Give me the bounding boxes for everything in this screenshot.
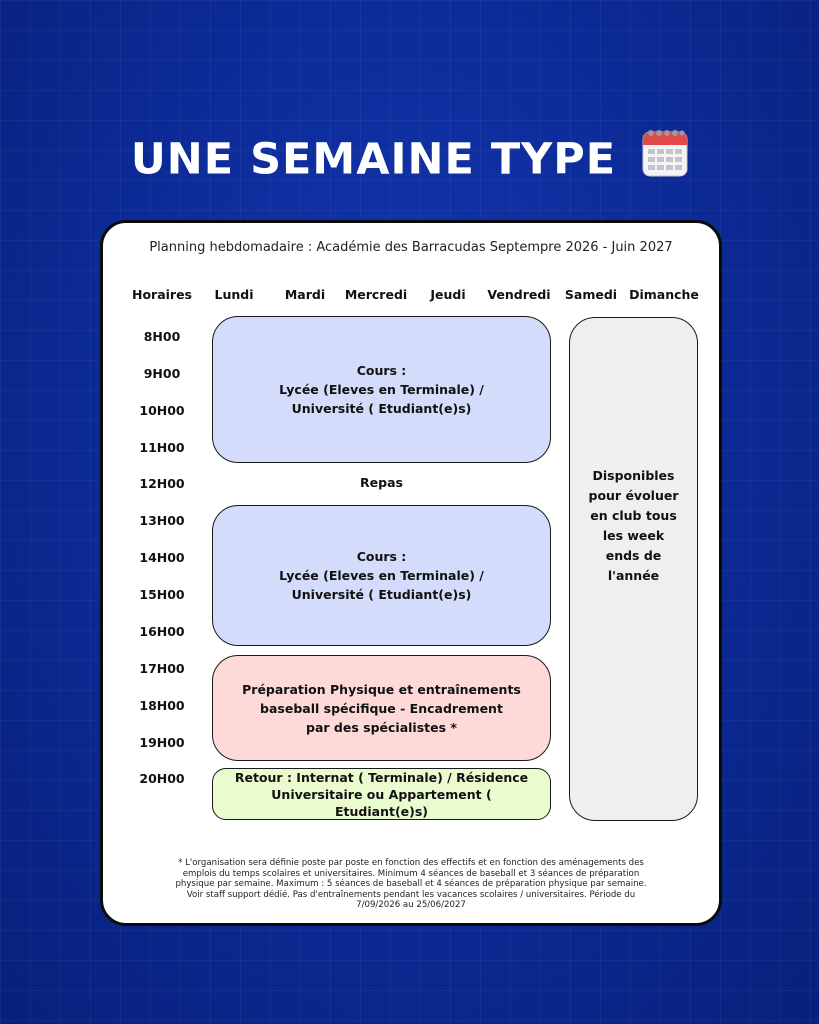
block-line: baseball spécifique - Encadrement	[260, 700, 503, 716]
calendar-icon	[642, 127, 688, 191]
schedule-subtitle: Planning hebdomadaire : Académie des Barracudas Septempre 2026 - Juin 2027	[149, 240, 673, 255]
column-samedi: Samedi	[564, 287, 618, 302]
footnote-line: emplois du temps scolaires et universitaires. Minimum 4 séances de baseball et 3 séances de préparation	[182, 868, 640, 879]
block-line: Préparation Physique et entraînements	[242, 681, 521, 697]
block-line: Universitaire ou Appartement ( Etudiant(e)s)	[271, 786, 492, 819]
column-jeudi: Jeudi	[430, 287, 466, 302]
hour-label: 19H00	[139, 735, 185, 750]
block-line: par des spécialistes *	[306, 719, 457, 735]
hour-label: 12H00	[139, 476, 185, 491]
block-line: pour évoluer	[588, 488, 679, 503]
lunch-label: Repas	[360, 475, 403, 490]
block-line: Lycée (Eleves en Terminale) /	[279, 568, 484, 583]
column-mercredi: Mercredi	[344, 287, 408, 302]
block-line: Université ( Etudiant(e)s)	[291, 401, 472, 416]
hour-label: 10H00	[139, 403, 185, 418]
block-line: Disponibles	[592, 468, 675, 483]
column-horaires: Horaires	[131, 287, 193, 302]
block-line: Lycée (Eleves en Terminale) /	[279, 382, 484, 397]
afternoon-classes-block	[212, 505, 551, 646]
footnote-line: Voir staff support dédié. Pas d'entraînements pendant les vacances scolaires / universitaires. Période du	[186, 889, 636, 900]
hour-label: 15H00	[139, 587, 185, 602]
block-line: Cours :	[356, 363, 407, 378]
column-mardi: Mardi	[284, 287, 326, 302]
footnote-line: physique par semaine. Maximum : 5 séances de baseball et 4 séances de préparation physique par semaine.	[175, 879, 647, 890]
footnote-line: 7/09/2026 au 25/06/2027	[356, 900, 466, 911]
block-line: les week	[602, 528, 665, 543]
column-vendredi: Vendredi	[487, 287, 551, 302]
page-title-text: UNE SEMAINE TYPE	[130, 134, 617, 185]
block-line: Retour : Internat ( Terminale) / Résidence	[234, 769, 529, 785]
block-line: Université ( Etudiant(e)s)	[291, 587, 472, 602]
footnote-line: * L'organisation sera définie poste par poste en fonction des effectifs et en fonction des aménagements des	[178, 858, 644, 868]
block-line: ends de	[605, 548, 662, 563]
hour-label: 14H00	[139, 550, 185, 565]
block-line: Cours :	[356, 549, 407, 564]
hour-label: 18H00	[139, 698, 185, 713]
block-line: l'année	[607, 568, 660, 583]
column-dimanche: Dimanche	[629, 287, 699, 302]
hour-label: 17H00	[139, 661, 185, 676]
hour-label: 13H00	[139, 513, 185, 528]
hour-label: 16H00	[139, 624, 185, 639]
block-line: en club tous	[590, 508, 677, 523]
morning-classes-block	[212, 316, 551, 463]
footnote	[143, 858, 679, 911]
page-title	[0, 130, 819, 194]
hour-label: 20H00	[139, 771, 185, 786]
hour-label: 8H00	[143, 329, 181, 344]
evening-return-block	[212, 768, 551, 820]
training-block	[212, 655, 551, 761]
hour-label: 11H00	[139, 440, 185, 455]
hour-label: 9H00	[143, 366, 181, 381]
schedule-card	[100, 220, 722, 926]
column-lundi: Lundi	[214, 287, 254, 302]
weekend-block	[569, 317, 698, 821]
